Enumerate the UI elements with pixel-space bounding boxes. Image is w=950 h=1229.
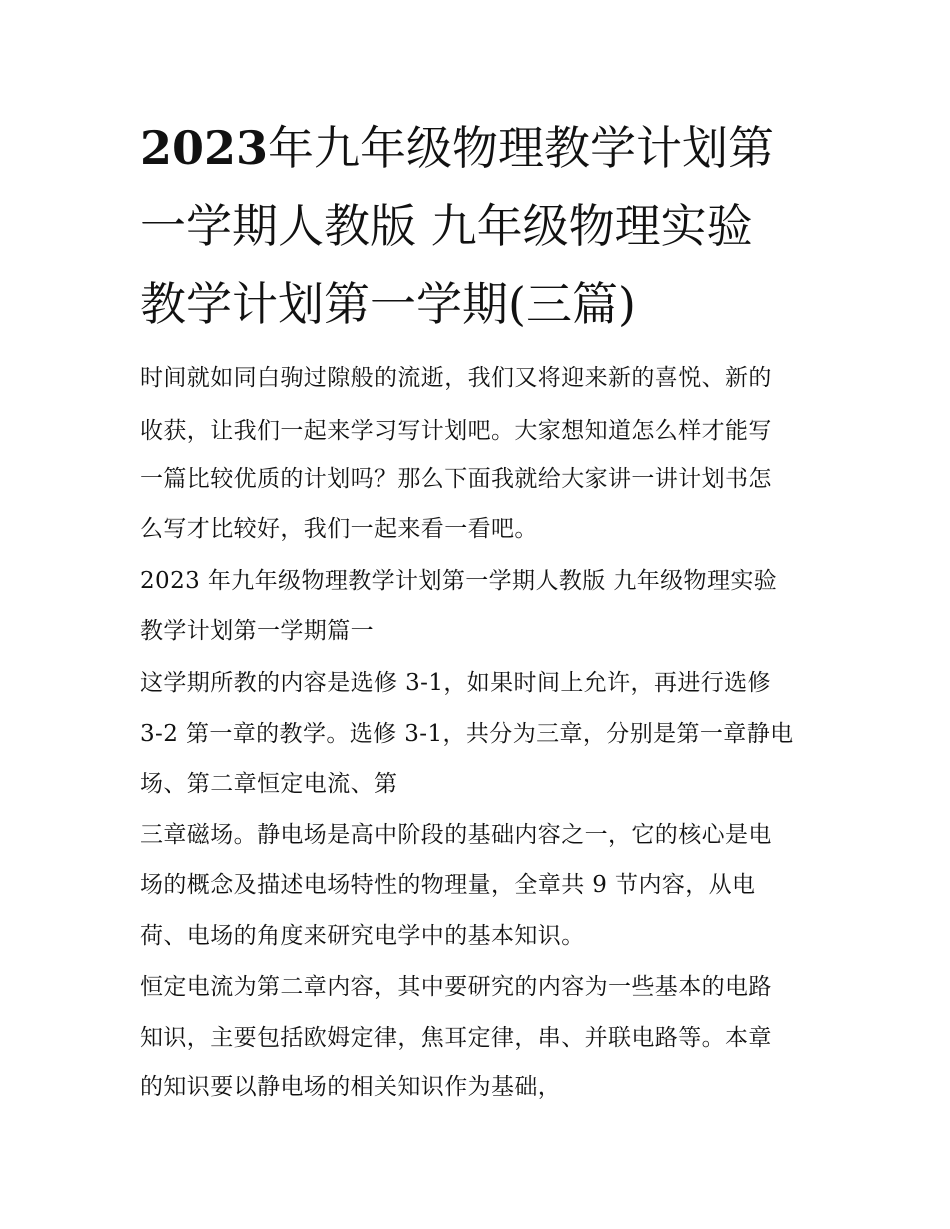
- document-title-line-2: [140, 196, 830, 256]
- body-line: 场、第二章恒定电流、第: [140, 771, 398, 797]
- document-title-line-3: [140, 274, 830, 334]
- title-text-2: 一学期人教版 九年级物理实验: [140, 199, 753, 253]
- body-line: 么写才比较好，我们一起来看一看吧。: [140, 516, 538, 542]
- document-title-line-1: [140, 118, 830, 178]
- body-line: 收获，让我们一起来学习写计划吧。大家想知道怎么样才能写: [140, 418, 772, 444]
- section-heading-line: 教学计划第一学期篇一: [140, 618, 374, 644]
- body-line: 三章磁场。静电场是高中阶段的基础内容之一，它的核心是电: [140, 822, 772, 848]
- title-text-1: 年九年级物理教学计划第: [268, 121, 775, 175]
- body-line: 的知识要以静电场的相关知识作为基础，: [140, 1074, 562, 1100]
- title-text-3: 教学计划第一学期(三篇): [140, 277, 636, 331]
- body-line: 一篇比较优质的计划吗？那么下面我就给大家讲一讲计划书怎: [140, 466, 772, 492]
- body-line: 荷、电场的角度来研究电学中的基本知识。: [140, 923, 585, 949]
- body-line: 场的概念及描述电场特性的物理量，全章共 9 节内容，从电: [140, 872, 756, 898]
- section-heading-line: 2023 年九年级物理教学计划第一学期人教版 九年级物理实验: [140, 568, 778, 594]
- body-line: 恒定电流为第二章内容，其中要研究的内容为一些基本的电路: [140, 974, 772, 1000]
- body-line: 时间就如同白驹过隙般的流逝，我们又将迎来新的喜悦、新的: [140, 365, 772, 391]
- body-line: 这学期所教的内容是选修 3-1，如果时间上允许，再进行选修: [140, 670, 771, 696]
- body-line: 知识，主要包括欧姆定律，焦耳定律，串、并联电路等。本章: [140, 1025, 772, 1051]
- title-year: 2023: [140, 121, 269, 175]
- body-line: 3-2 第一章的教学。选修 3-1，共分为三章，分别是第一章静电: [140, 721, 794, 747]
